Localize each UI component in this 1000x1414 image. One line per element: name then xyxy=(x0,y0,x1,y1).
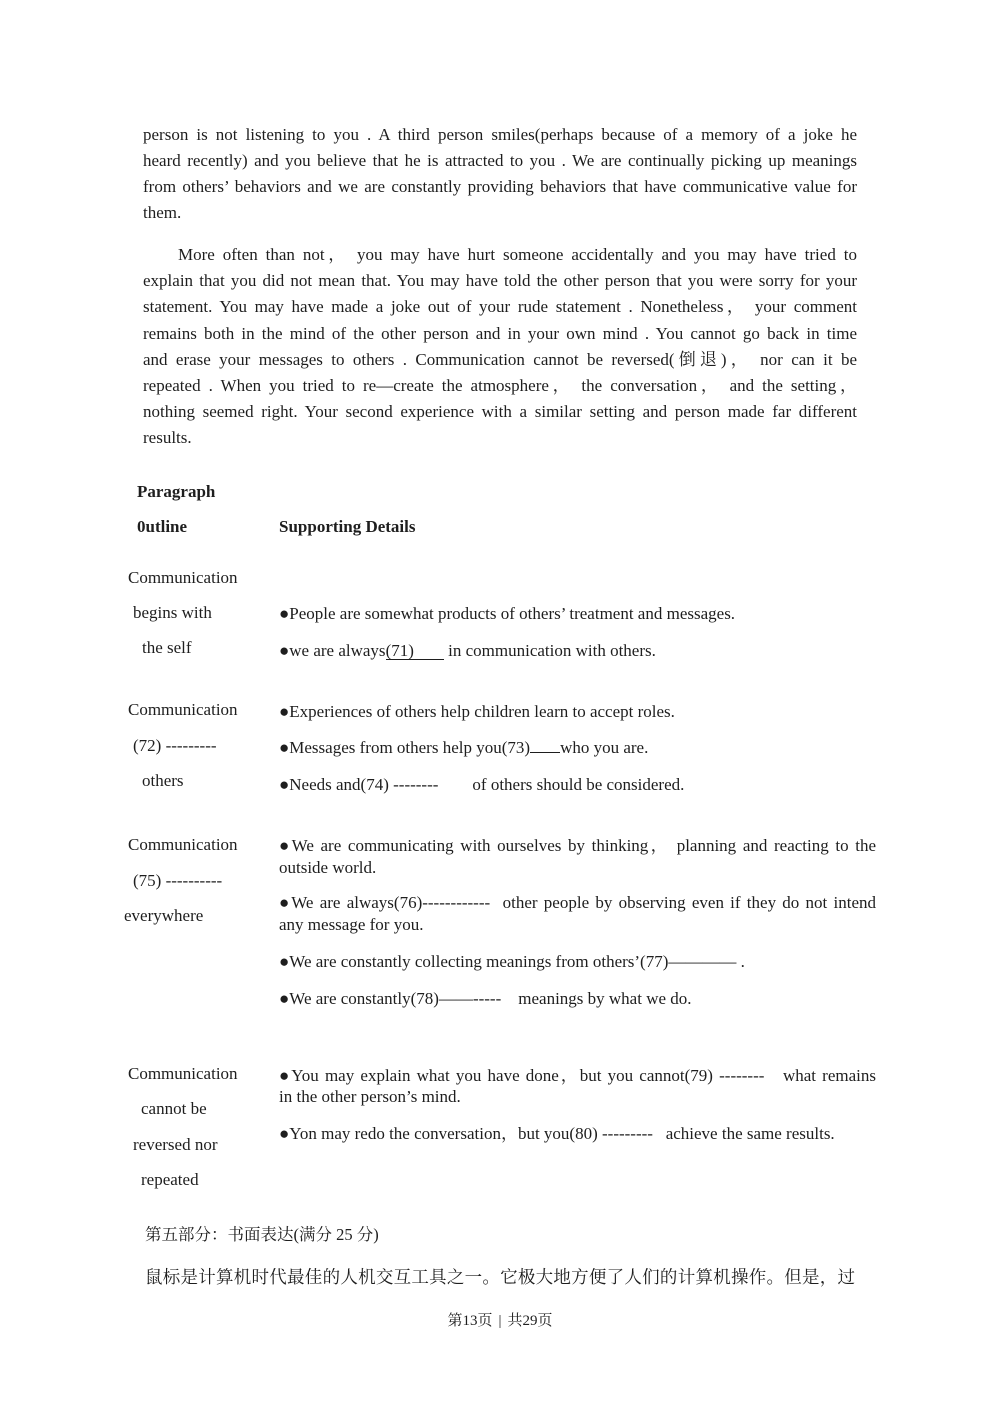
supporting-detail xyxy=(279,737,648,759)
outline-label-blank-72: (72) --------- xyxy=(133,736,217,755)
outline-label: the self xyxy=(142,638,192,657)
supporting-detail: ●You may explain what you have done，but you cannot(79) -------- what remains xyxy=(279,1066,876,1085)
supporting-detail: ●We are constantly(78)——----- meanings by what we do. xyxy=(279,989,692,1008)
supporting-detail-continued: outside world. xyxy=(279,858,377,877)
passage-line: More often than not， you may have hurt someone accidentally and you may have tried to xyxy=(178,245,857,264)
page-number: 第13页 xyxy=(447,1313,493,1329)
outline-label: Communication xyxy=(128,568,238,587)
outline-label: cannot be xyxy=(141,1099,207,1118)
page-footer xyxy=(0,1311,1000,1331)
passage-line: them. xyxy=(143,203,182,222)
passage-line: remains both in the mind of the other person and in your own mind . You cannot go back in time xyxy=(143,324,857,343)
supporting-detail: ●Yon may redo the conversation，but you(80) --------- achieve the same results. xyxy=(279,1124,835,1143)
supporting-detail: ●We are constantly collecting meanings from others’(77)———— . xyxy=(279,952,745,971)
answer-blank-73 xyxy=(530,738,560,753)
detail-text: in communication with others. xyxy=(443,641,656,660)
supporting-detail xyxy=(279,640,656,662)
footer-separator: | xyxy=(498,1313,502,1329)
answer-blank-71: (71) xyxy=(386,643,444,660)
passage-line: results. xyxy=(143,428,192,447)
header-supporting-details: Supporting Details xyxy=(279,517,416,536)
passage-line: statement. You may have made a joke out of your rude statement . Nonetheless， your comment xyxy=(143,297,857,316)
header-outline: 0utline xyxy=(137,517,188,536)
outline-label: Communication xyxy=(128,700,238,719)
outline-label: begins with xyxy=(133,603,212,622)
passage-line: nothing seemed right. Your second experience with a similar setting and person made far different xyxy=(143,402,857,421)
supporting-detail-continued: any message for you. xyxy=(279,915,424,934)
outline-label-blank-75: (75) ---------- xyxy=(133,871,223,890)
passage-line: explain that you did not mean that. You may have told the other person that you were sorry for your xyxy=(143,271,857,290)
outline-label: repeated xyxy=(141,1170,199,1189)
outline-label: everywhere xyxy=(124,906,204,925)
passage-line: and erase your messages to others . Communication cannot be reversed(倒退)， nor can it be xyxy=(143,350,857,369)
outline-label: Communication xyxy=(128,1064,238,1083)
detail-text: ●Messages from others help you(73) xyxy=(279,738,531,757)
supporting-detail: ●We are communicating with ourselves by thinking， planning and reacting to the xyxy=(279,836,876,855)
supporting-detail: ●Experiences of others help children learn to accept roles. xyxy=(279,702,675,721)
detail-text: who you are. xyxy=(560,738,649,757)
passage-line: person is not listening to you . A third person smiles(perhaps because of a memory of a joke he xyxy=(143,125,857,144)
supporting-detail: ●Needs and(74) -------- of others should be considered. xyxy=(279,775,685,794)
detail-text: ●we are always xyxy=(279,641,386,660)
supporting-detail: ●We are always(76)------------ other people by observing even if they do not intend xyxy=(279,893,876,912)
supporting-detail: ●People are somewhat products of others’ treatment and messages. xyxy=(279,604,736,623)
passage-line: from others’ behaviors and we are constantly providing behaviors that have communicative value for xyxy=(143,177,857,196)
page-total: 共29页 xyxy=(507,1313,553,1329)
outline-label: reversed nor xyxy=(133,1135,218,1154)
section-title: 第五部分：书面表达(满分 25 分) xyxy=(145,1225,379,1244)
outline-label: others xyxy=(142,771,184,790)
header-paragraph: Paragraph xyxy=(137,482,216,501)
supporting-detail-continued: in the other person’s mind. xyxy=(279,1087,461,1106)
outline-label: Communication xyxy=(128,835,238,854)
passage-line: heard recently) and you believe that he is attracted to you . We are continually picking up meanings xyxy=(143,151,857,170)
writing-prompt: 鼠标是计算机时代最佳的人机交互工具之一。它极大地方便了人们的计算机操作。但是，过 xyxy=(145,1267,855,1287)
passage-line: repeated . When you tried to re—create the atmosphere， the conversation， and the setting， xyxy=(143,376,857,395)
